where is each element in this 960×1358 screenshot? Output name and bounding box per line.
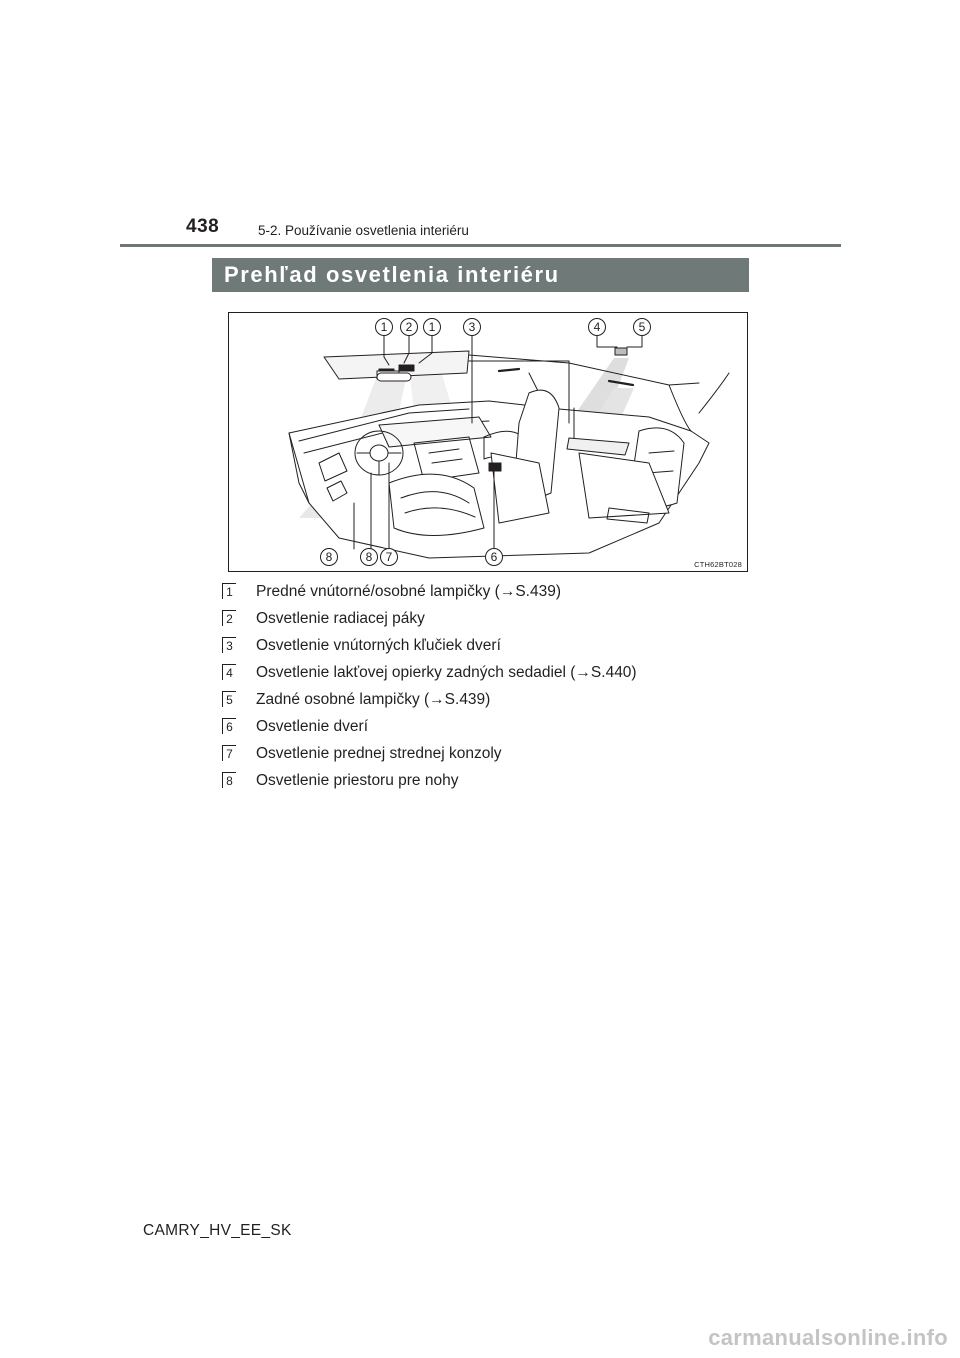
car-interior-illustration	[229, 313, 748, 572]
legend-number: 6	[222, 718, 236, 734]
page-number: 438	[186, 216, 220, 237]
callout-1b: 1	[428, 320, 436, 334]
legend-text: Predné vnútorné/osobné lampičky (→S.439)	[256, 583, 561, 600]
legend-text: Osvetlenie vnútorných kľučiek dverí	[256, 637, 501, 654]
callouts-top	[376, 319, 651, 336]
legend-text: Osvetlenie dverí	[256, 718, 368, 735]
legend-item	[222, 634, 742, 661]
legend-number: 3	[222, 637, 236, 653]
callout-6: 6	[490, 550, 498, 564]
callout-7: 7	[385, 550, 393, 564]
legend-number: 2	[222, 610, 236, 626]
callout-8a: 8	[325, 550, 333, 564]
legend-item	[222, 607, 742, 634]
legend-number: 1	[222, 583, 236, 599]
watermark: carmanualsonline.info	[708, 1325, 948, 1350]
legend-text: Osvetlenie prednej strednej konzoly	[256, 745, 502, 762]
legend-item	[222, 769, 742, 796]
legend-item	[222, 715, 742, 742]
legend-text: Zadné osobné lampičky (→S.439)	[256, 691, 491, 708]
legend-text: Osvetlenie radiacej páky	[256, 610, 425, 627]
roof	[324, 348, 699, 385]
legend-item	[222, 688, 742, 715]
interior-lighting-figure	[228, 312, 748, 572]
legend-number: 8	[222, 772, 236, 788]
callout-3: 3	[468, 320, 476, 334]
legend-item	[222, 742, 742, 769]
callout-5: 5	[638, 320, 646, 334]
legend-item	[222, 580, 742, 607]
title-bar	[212, 258, 749, 292]
legend-number: 7	[222, 745, 236, 761]
callout-4: 4	[593, 320, 601, 334]
section-label: 5-2. Používanie osvetlenia interiéru	[258, 223, 469, 238]
legend-item	[222, 661, 742, 688]
figure-code: CTH62BT028	[694, 560, 742, 569]
page-title: Prehľad osvetlenia interiéru	[224, 262, 560, 287]
legend-text: Osvetlenie priestoru pre nohy	[256, 772, 459, 789]
legend-number: 4	[222, 664, 236, 680]
header-rule	[120, 244, 841, 247]
legend-text: Osvetlenie lakťovej opierky zadných sedadiel (→S.440)	[256, 664, 637, 681]
callout-1a: 1	[380, 320, 388, 334]
callout-8b: 8	[365, 550, 373, 564]
legend-list	[222, 580, 742, 796]
legend-number: 5	[222, 691, 236, 707]
document-id: CAMRY_HV_EE_SK	[143, 1222, 292, 1239]
callout-2: 2	[405, 320, 413, 334]
